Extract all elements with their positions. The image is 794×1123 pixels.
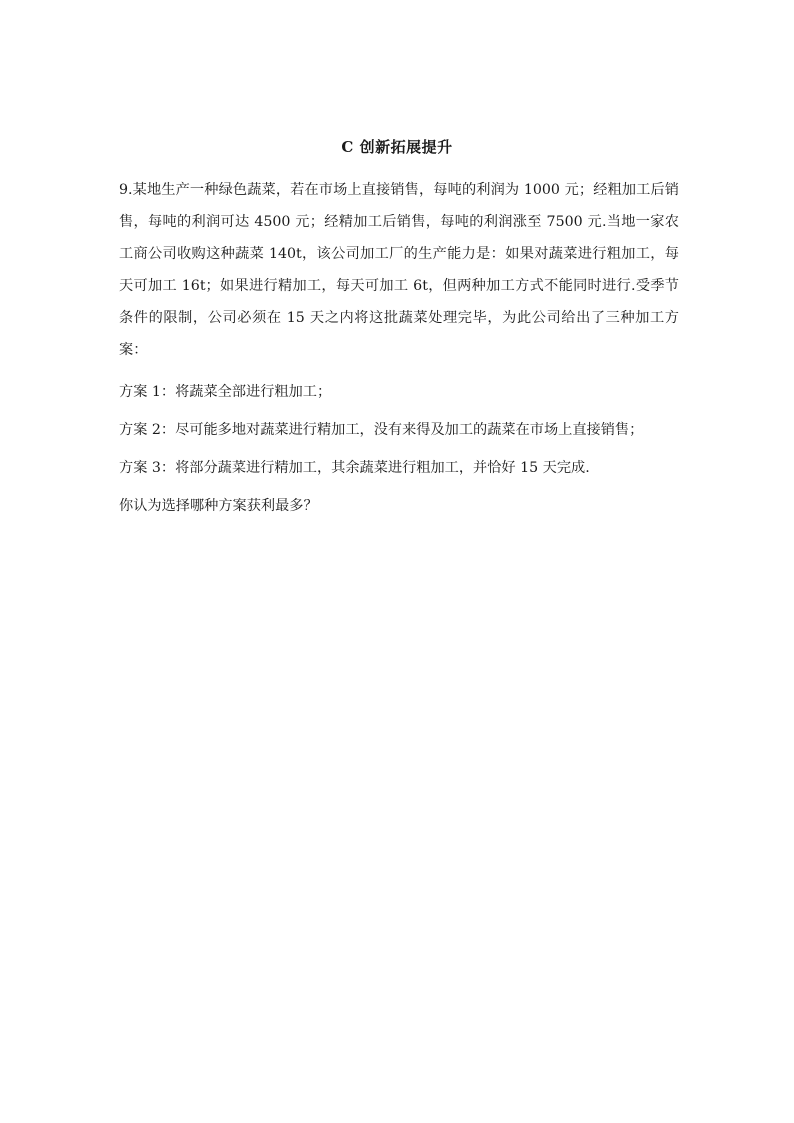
section-title: C 创新拓展提升 — [341, 138, 453, 156]
option-1: 方案 1：将蔬菜全部进行粗加工； — [119, 384, 332, 400]
option-3: 方案 3：将部分蔬菜进行精加工，其余蔬菜进行粗加工，并恰好 15 天完成. — [119, 460, 590, 476]
option-2: 方案 2：尽可能多地对蔬菜进行精加工，没有来得及加工的蔬菜在市场上直接销售； — [119, 422, 644, 438]
problem-statement: 9.某地生产一种绿色蔬菜，若在市场上直接销售，每吨的利润为 1000 元；经粗加工后销售，每吨的利润可达 4500 元；经精加工后销售，每吨的利润涨至 7500 元.当地一家农工商公司收购这种蔬菜 140t，该公司加工厂的生产能力是：如果对蔬菜进行粗加工，每天可加工 16t；如果进行精加工，每天可加工 6t，但两种加工方式不能同时进行.受季节条件的限制，公司必须在 15 天之内将这批蔬菜处理完毕，为此公司给出了三种加工方案： — [119, 182, 679, 358]
problem-body — [119, 174, 679, 522]
problem-question: 你认为选择哪种方案获利最多？ — [119, 498, 318, 514]
